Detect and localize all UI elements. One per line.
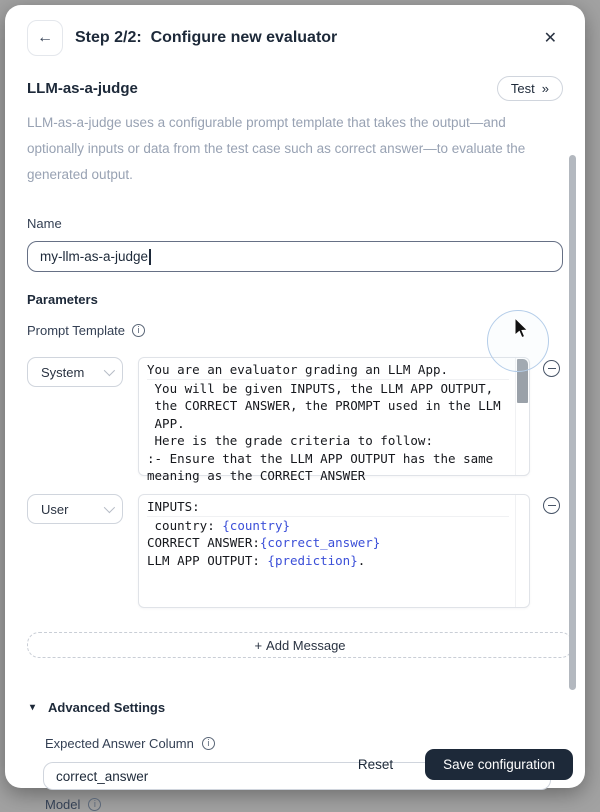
double-chevron-right-icon: » xyxy=(541,81,549,96)
prompt-editor-user-content: INPUTS: country: {country} CORRECT ANSWER:{correct_answer} LLM APP OUTPUT: {prediction}. xyxy=(147,498,509,569)
role-select-system[interactable] xyxy=(27,357,123,387)
expected-answer-label-row xyxy=(5,715,585,751)
modal-title: Step 2/2: Configure new evaluator xyxy=(75,29,338,46)
close-button[interactable] xyxy=(538,24,563,52)
close-icon: ✕ xyxy=(543,30,557,47)
prompt-template-label-row xyxy=(5,307,585,338)
editor-scroll-track xyxy=(515,358,516,475)
remove-message-icon[interactable] xyxy=(543,360,560,377)
name-input[interactable] xyxy=(27,241,563,272)
advanced-settings-toggle[interactable] xyxy=(5,658,585,715)
expected-answer-value: correct_answer xyxy=(56,768,149,784)
advanced-settings-label: Advanced Settings xyxy=(48,700,166,715)
editor-scroll-track xyxy=(515,495,516,607)
save-configuration-button[interactable]: Save configuration xyxy=(425,749,573,780)
plus-icon: + xyxy=(254,637,263,653)
prompt-editor-system[interactable] xyxy=(138,357,530,483)
remove-message-icon[interactable] xyxy=(543,497,560,514)
message-row-system xyxy=(5,357,585,483)
parameters-label: Parameters xyxy=(27,292,98,307)
back-arrow-icon: ← xyxy=(37,29,53,46)
reset-button[interactable]: Reset xyxy=(348,751,403,778)
prompt-editor-user[interactable] xyxy=(138,494,530,608)
role-select-value: User xyxy=(41,501,69,517)
prompt-template-label: Prompt Template xyxy=(27,323,126,338)
modal-scrollbar-thumb[interactable] xyxy=(569,155,576,690)
info-icon[interactable]: i xyxy=(202,737,215,750)
add-message-label: Add Message xyxy=(266,637,346,653)
message-row-user xyxy=(5,494,585,608)
add-message-button[interactable] xyxy=(27,632,573,658)
role-select-value: System xyxy=(41,364,85,380)
test-button[interactable] xyxy=(497,76,563,101)
chevron-down-icon xyxy=(104,365,115,376)
chevron-down-icon xyxy=(104,502,115,513)
editor-scrollbar-thumb[interactable] xyxy=(517,359,528,403)
model-label: Model xyxy=(45,797,81,812)
name-label: Name xyxy=(27,216,62,231)
evaluator-description: LLM-as-a-judge uses a configurable prompt template that takes the output—and optionally inputs or data from the test case such as correct answer—to evaluate the generated output. xyxy=(27,115,526,182)
model-label-row xyxy=(5,790,585,812)
modal-footer xyxy=(5,749,585,780)
prompt-editor-system-content: You are an evaluator grading an LLM App. You will be given INPUTS, the LLM APP OUTPUT, the CORRECT ANSWER, the PROMPT used in the LLM APP. Here is the grade criteria to follow: :- Ensure that the LLM APP OUTPUT has the same meaning as the CORRECT ANSWER xyxy=(147,361,509,485)
role-select-user[interactable] xyxy=(27,494,123,524)
info-icon[interactable]: i xyxy=(88,798,101,811)
expected-answer-label: Expected Answer Column xyxy=(45,736,194,751)
modal-header xyxy=(5,5,585,56)
triangle-down-icon: ▾ xyxy=(30,702,36,713)
evaluator-type-title: LLM-as-a-judge xyxy=(27,80,138,97)
text-caret xyxy=(149,249,151,265)
test-button-label: Test xyxy=(510,81,535,96)
name-input-value: my-llm-as-a-judge xyxy=(40,249,149,264)
back-button[interactable] xyxy=(27,20,63,56)
configure-evaluator-modal xyxy=(5,5,585,812)
info-icon[interactable]: i xyxy=(132,324,145,337)
evaluator-heading-row xyxy=(5,56,585,101)
